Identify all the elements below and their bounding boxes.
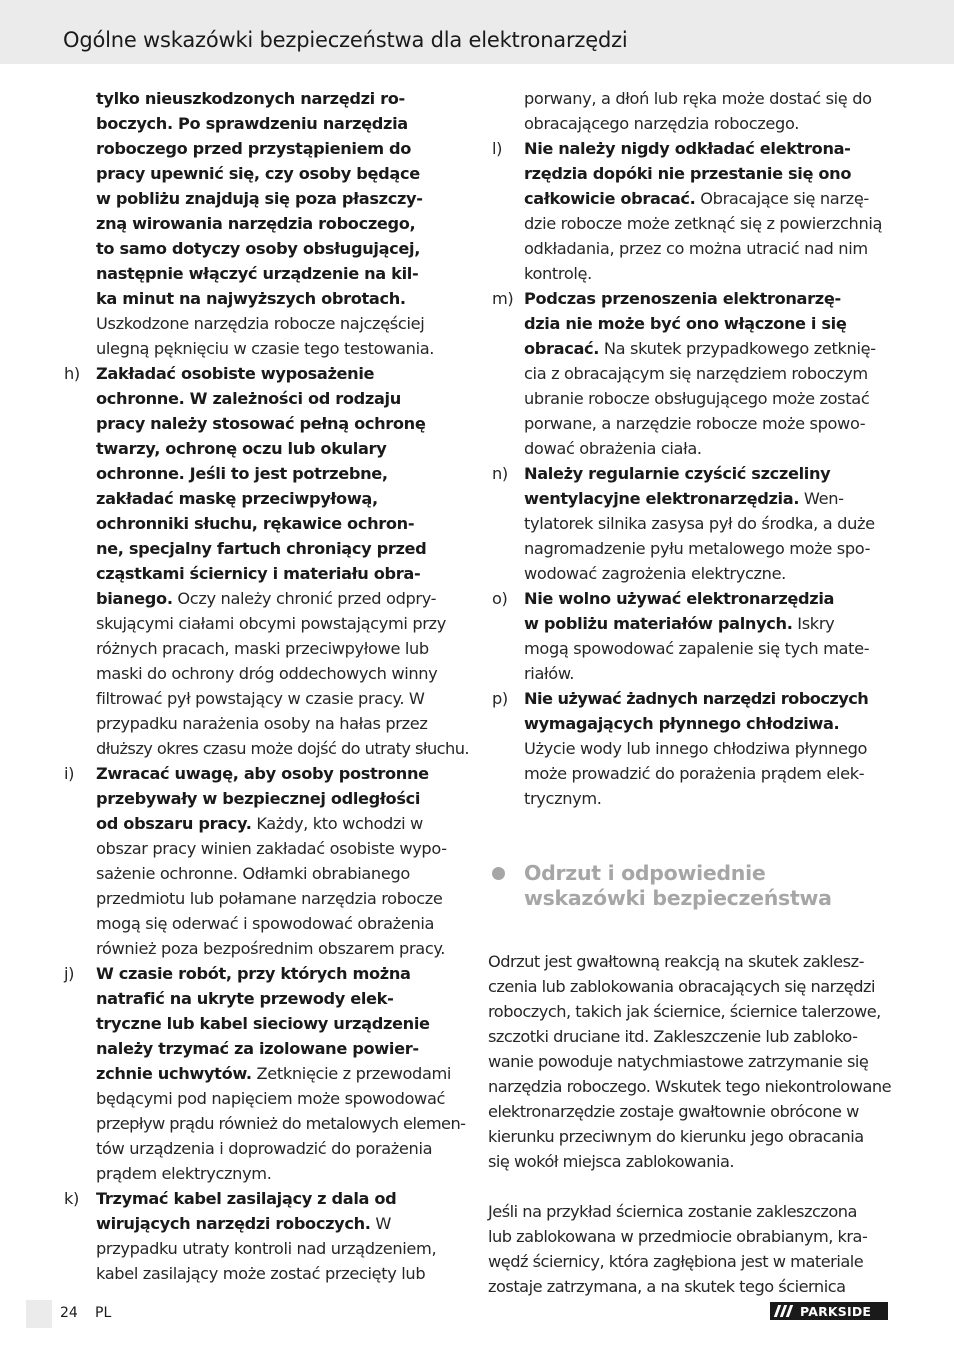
text-line: Użycie wody lub innego chłodziwa płynnego <box>524 739 868 758</box>
text-line: ubranie robocze obsługującego może zostać <box>524 389 870 408</box>
text-line: wodować zagrożenia elektryczne. <box>524 564 786 583</box>
text-line: cząstkami ściernicy i materiału obra- <box>96 564 421 583</box>
body-paragraph <box>488 1199 892 1299</box>
text-line <box>96 586 464 611</box>
item-letter: l) <box>492 139 503 158</box>
text-line: dzie robocze może zetknąć się z powierzchnią <box>524 214 883 233</box>
text-line: dłuższy okres czasu może dojść do utraty słuchu. <box>96 739 470 758</box>
text-line: roboczego przed przystąpieniem do <box>96 139 412 158</box>
normal-run: Zetknięcie z przewodami <box>251 1064 452 1083</box>
text-line: również poza bezpośrednim obszarem pracy. <box>96 939 446 958</box>
text-line: boczych. Po sprawdzeniu narzędzia <box>96 114 408 133</box>
text-line: w pobliżu znajdują się poza płaszczy- <box>96 189 423 208</box>
text-line: mogą spowodować zapalenie się tych mate- <box>524 639 870 658</box>
text-line: ne, specjalny fartuch chroniący przed <box>96 539 427 558</box>
text-line: trycznym. <box>524 789 602 808</box>
text-line: Odrzut jest gwałtowną reakcją na skutek zaklesz- <box>488 952 864 971</box>
text-line: obszar pracy winien zakładać osobiste wypo- <box>96 839 447 858</box>
text-line: pracy należy stosować pełną ochronę <box>96 414 426 433</box>
text-line: Nie używać żadnych narzędzi roboczych <box>524 689 869 708</box>
safety-item-l <box>488 136 892 286</box>
item-letter: p) <box>492 689 508 708</box>
continued-text <box>60 86 464 361</box>
text-line: odkładania, przez co można utracić nad nim <box>524 239 868 258</box>
text-line: ochronniki słuchu, rękawice ochron- <box>96 514 415 533</box>
text-line: przebywały w bezpiecznej odległości <box>96 789 421 808</box>
safety-item-n <box>488 461 892 586</box>
item-letter: o) <box>492 589 508 608</box>
text-line: mogą się oderwać i spowodować obrażenia <box>96 914 435 933</box>
text-line: skującymi ciałami obcymi powstającymi przy <box>96 614 446 633</box>
brand-logo <box>770 1302 888 1320</box>
text-line: sażenie ochronne. Odłamki obrabianego <box>96 864 410 883</box>
text-line: twarzy, ochronę oczu lub okulary <box>96 439 387 458</box>
text-line <box>524 611 892 636</box>
safety-item-p <box>488 686 892 811</box>
text-line: cia z obracającym się narzędziem roboczym <box>524 364 868 383</box>
text-line: Nie należy nigdy odkładać elektrona- <box>524 139 851 158</box>
bullet-dot-icon <box>492 867 505 880</box>
bold-run: bianego. <box>96 589 173 608</box>
text-line: różnych pracach, maski przeciwpyłowe lub <box>96 639 429 658</box>
logo-stripes-icon <box>776 1305 794 1317</box>
text-line: rzędzia dopóki nie przestanie się ono <box>524 164 852 183</box>
text-line <box>96 1061 464 1086</box>
text-line: tylatorek silnika zasysa pył do środka, a duże <box>524 514 875 533</box>
page-number: 24 <box>60 1305 78 1321</box>
text-line: przedmiotu lub połamane narzędzia robocze <box>96 889 443 908</box>
text-line <box>96 811 464 836</box>
text-line: narzędzia roboczego. Wskutek tego niekontrolowane <box>488 1077 892 1096</box>
safety-item-j <box>60 961 464 1186</box>
body-paragraph <box>488 949 892 1174</box>
text-line: porwane, a narzędzie robocze może spowo- <box>524 414 866 433</box>
text-line: W czasie robót, przy których można <box>96 964 411 983</box>
normal-run: Obracające się narzę- <box>695 189 869 208</box>
normal-run: W <box>370 1214 392 1233</box>
text-line: zną wirowania narzędzia roboczego, <box>96 214 416 233</box>
text-line: obracającego narzędzia roboczego. <box>524 114 800 133</box>
left-column <box>60 86 470 1286</box>
normal-run: Wen- <box>799 489 844 508</box>
normal-run: Iskry <box>792 614 835 633</box>
safety-item-m <box>488 286 892 461</box>
section-heading <box>488 861 892 911</box>
item-letter: j) <box>64 964 75 983</box>
text-line: wanie powoduje natychmiastowe zatrzymanie się <box>488 1052 869 1071</box>
text-line: szczotki druciane itd. Zakleszczenie lub zabloko- <box>488 1027 858 1046</box>
page-header <box>0 0 954 64</box>
text-line: natrafić na ukryte przewody elek- <box>96 989 394 1008</box>
continued-text <box>488 86 892 136</box>
text-line: Należy regularnie czyścić szczeliny <box>524 464 831 483</box>
item-letter: h) <box>64 364 80 383</box>
item-letter: i) <box>64 764 75 783</box>
text-line: następnie włączyć urządzenie na kil- <box>96 264 419 283</box>
text-line: ulegną pęknięciu w czasie tego testowania. <box>96 339 435 358</box>
text-line: Trzymać kabel zasilający z dala od <box>96 1189 397 1208</box>
text-line: kabel zasilający może zostać przecięty lub <box>96 1264 426 1283</box>
text-line: ka minut na najwyższych obrotach. <box>96 289 406 308</box>
text-line <box>524 336 892 361</box>
page-title: Ogólne wskazówki bezpieczeństwa dla elektronarzędzi <box>63 28 628 52</box>
text-line <box>524 186 892 211</box>
text-line: dzia nie może być ono włączone i się <box>524 314 847 333</box>
text-line: elektronarzędzie zostaje gwałtownie obrócone w <box>488 1102 859 1121</box>
page-number-box <box>26 1300 52 1328</box>
text-line: ochronne. W zależności od rodzaju <box>96 389 401 408</box>
normal-run: Oczy należy chronić przed odpry- <box>172 589 437 608</box>
text-line: zakładać maskę przeciwpyłową, <box>96 489 378 508</box>
text-line: riałów. <box>524 664 575 683</box>
heading-line: Odrzut i odpowiednie <box>524 861 766 885</box>
bold-run: wentylacyjne elektronarzędzia. <box>524 489 800 508</box>
safety-item-h <box>60 361 470 761</box>
item-letter: n) <box>492 464 508 483</box>
text-line: przypadku narażenia osoby na hałas przez <box>96 714 428 733</box>
text-line: wędź ściernicy, która zagłębiona jest w materiale <box>488 1252 864 1271</box>
text-line: należy trzymać za izolowane powier- <box>96 1039 419 1058</box>
text-line <box>524 486 892 511</box>
bold-run: w pobliżu materiałów palnych. <box>524 614 793 633</box>
brand-name: PARKSIDE <box>800 1303 872 1319</box>
text-line: to samo dotyczy osoby obsługującej, <box>96 239 421 258</box>
text-line: będącymi pod napięciem może spowodować <box>96 1089 446 1108</box>
text-line: ochronne. Jeśli to jest potrzebne, <box>96 464 388 483</box>
heading-line: wskazówki bezpieczeństwa <box>524 886 832 910</box>
text-line: przepływ prądu również do metalowych elemen- <box>96 1114 466 1133</box>
text-line: kontrolę. <box>524 264 592 283</box>
item-letter: m) <box>492 289 514 308</box>
text-line: Nie wolno używać elektronarzędzia <box>524 589 835 608</box>
bold-run: od obszaru pracy. <box>96 814 252 833</box>
text-line: dować obrażenia ciała. <box>524 439 702 458</box>
text-line: tryczne lub kabel sieciowy urządzenie <box>96 1014 430 1033</box>
text-line: się wokół miejsca zablokowania. <box>488 1152 735 1171</box>
item-letter: k) <box>64 1189 79 1208</box>
text-line: maski do ochrony dróg oddechowych winny <box>96 664 438 683</box>
bold-run: wirujących narzędzi roboczych. <box>96 1214 371 1233</box>
text-line: filtrować pył powstający w czasie pracy. W <box>96 689 425 708</box>
text-line: prądem elektrycznym. <box>96 1164 272 1183</box>
bold-run: całkowicie obracać. <box>524 189 696 208</box>
safety-item-i <box>60 761 464 961</box>
normal-run: Na skutek przypadkowego zetknię- <box>599 339 876 358</box>
text-line: wymagających płynnego chłodziwa. <box>524 714 840 733</box>
normal-run: Każdy, kto wchodzi w <box>251 814 423 833</box>
text-line: może prowadzić do porażenia prądem elek- <box>524 764 865 783</box>
text-line: Zakładać osobiste wyposażenie <box>96 364 375 383</box>
text-line: tów urządzenia i doprowadzić do porażenia <box>96 1139 433 1158</box>
bold-run: zchnie uchwytów. <box>96 1064 252 1083</box>
text-line: pracy upewnić się, czy osoby będące <box>96 164 420 183</box>
text-line: Zwracać uwagę, aby osoby postronne <box>96 764 429 783</box>
text-line: porwany, a dłoń lub ręka może dostać się do <box>524 89 872 108</box>
safety-item-o <box>488 586 892 686</box>
text-line: roboczych, takich jak ściernice, ściernice talerzowe, <box>488 1002 881 1021</box>
text-line: lub zablokowana w przedmiocie obrabianym, kra- <box>488 1227 868 1246</box>
text-line: kierunku przeciwnym do kierunku jego obracania <box>488 1127 864 1146</box>
text-line: Uszkodzone narzędzia robocze najczęściej <box>96 314 425 333</box>
text-line: czenia lub zablokowania obracających się narzędzi <box>488 977 876 996</box>
right-column <box>488 86 892 1299</box>
text-line: nagromadzenie pyłu metalowego może spo- <box>524 539 871 558</box>
text-line: Jeśli na przykład ściernica zostanie zakleszczona <box>488 1202 857 1221</box>
text-line: tylko nieuszkodzonych narzędzi ro- <box>96 89 405 108</box>
text-line: zostaje zatrzymana, a na skutek tego ściernica <box>488 1277 846 1296</box>
safety-item-k <box>60 1186 464 1286</box>
text-line: przypadku utraty kontroli nad urządzeniem, <box>96 1239 437 1258</box>
text-line: Podczas przenoszenia elektronarzę- <box>524 289 841 308</box>
bold-run: obracać. <box>524 339 600 358</box>
text-line <box>96 1211 464 1236</box>
language-code: PL <box>95 1305 112 1321</box>
